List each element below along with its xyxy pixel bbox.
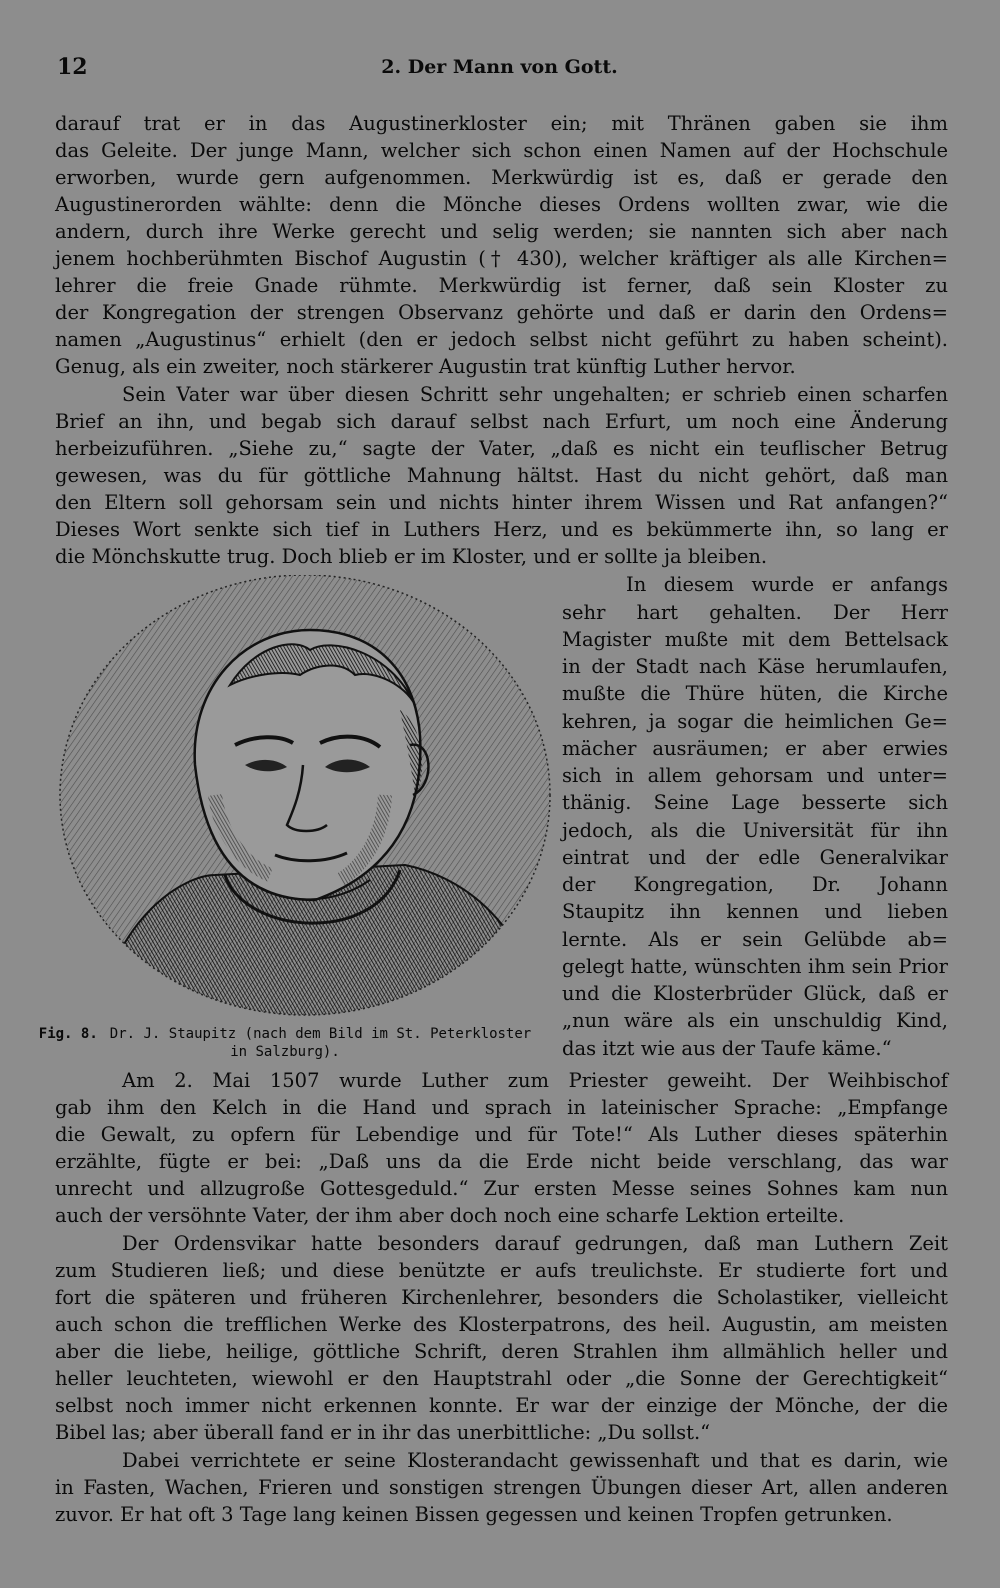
- text-line: Brief an ihn, und begab sich darauf selbst nach Erfurt, um noch eine Änderung: [55, 410, 948, 433]
- text-line: Magister mußte mit dem Bettelsack: [562, 628, 948, 651]
- page-header: [57, 52, 942, 88]
- figure-label: Fig. 8.: [38, 1026, 98, 1042]
- text-line: namen „Augustinus“ erhielt (den er jedoch selbst nicht geführt zu haben scheint).: [55, 328, 948, 351]
- text-line: die Gewalt, zu opfern für Lebendige und für Tote!“ Als Luther dieses späterhin: [55, 1123, 948, 1146]
- text-line: selbst noch immer nicht erkennen konnte. Er war der einzige der Mönche, der die: [55, 1394, 948, 1417]
- text-line: Der Ordensvikar hatte besonders darauf gedrungen, daß man Luthern Zeit: [122, 1232, 948, 1255]
- text-line: kehren, ja sogar die heimlichen Ge=: [562, 710, 948, 733]
- text-line: sehr hart gehalten. Der Herr: [562, 601, 948, 624]
- text-line: gab ihm den Kelch in die Hand und sprach in lateinischer Sprache: „Empfange: [55, 1096, 948, 1119]
- text-line: Sein Vater war über diesen Schritt sehr ungehalten; er schrieb einen scharfen: [122, 383, 948, 406]
- text-line: fort die späteren und früheren Kirchenlehrer, besonders die Scholastiker, vielleicht: [55, 1286, 948, 1309]
- text-line: auch schon die trefflichen Werke des Klosterpatrons, des heil. Augustin, am meisten: [55, 1313, 948, 1336]
- text-line: gelegt hatte, wünschten ihm sein Prior: [562, 955, 948, 978]
- text-line: mächer ausräumen; er aber erwies: [562, 737, 948, 760]
- text-line: lehrer die freie Gnade rühmte. Merkwürdig ist ferner, daß sein Kloster zu: [55, 274, 948, 297]
- text-line: Am 2. Mai 1507 wurde Luther zum Priester geweiht. Der Weihbischof: [122, 1069, 948, 1092]
- text-line: Genug, als ein zweiter, noch stärkerer Augustin trat künftig Luther hervor.: [55, 355, 796, 378]
- text-line: In diesem wurde er anfangs: [626, 573, 948, 596]
- portrait-engraving: [55, 575, 555, 1025]
- text-line: Staupitz ihn kennen und lieben: [562, 900, 948, 923]
- text-line: unrecht und allzugroße Gottesgeduld.“ Zur ersten Messe seines Sohnes kam nun: [55, 1177, 948, 1200]
- text-line: in Fasten, Wachen, Frieren und sonstigen strengen Übungen dieser Art, allen anderen: [55, 1476, 948, 1499]
- text-line: und die Klosterbrüder Glück, daß er: [562, 982, 948, 1005]
- text-line: jenem hochberühmten Bischof Augustin († 430), welcher kräftiger als alle Kirchen=: [55, 247, 948, 270]
- text-line: Bibel las; aber überall fand er in ihr das unerbittliche: „Du sollst.“: [55, 1421, 711, 1444]
- portrait-figure: [55, 575, 555, 1025]
- figure-caption: [20, 1025, 550, 1061]
- caption-line: Dr. J. Staupitz (nach dem Bild im St. Peterkloster: [109, 1026, 532, 1042]
- text-line: gewesen, was du für göttliche Mahnung hältst. Hast du nicht gehört, daß man: [55, 464, 948, 487]
- text-line: Augustinerorden wählte: denn die Mönche dieses Ordens wollten zwar, wie die: [55, 193, 948, 216]
- page-number: 12: [57, 54, 88, 80]
- text-line: eintrat und der edle Generalvikar: [562, 846, 948, 869]
- text-line: darauf trat er in das Augustinerkloster ein; mit Thränen gaben sie ihm: [55, 112, 948, 135]
- text-line: Dieses Wort senkte sich tief in Luthers Herz, und es bekümmerte ihn, so lang er: [55, 518, 948, 541]
- text-line: erworben, wurde gern aufgenommen. Merkwürdig ist es, daß er gerade den: [55, 166, 948, 189]
- text-line: zum Studieren ließ; und diese benützte er aufs treulichste. Er studierte fort und: [55, 1259, 948, 1282]
- text-line: das itzt wie aus der Taufe käme.“: [562, 1037, 892, 1060]
- text-line: mußte die Thüre hüten, die Kirche: [562, 682, 948, 705]
- text-line: in der Stadt nach Käse herumlaufen,: [562, 655, 948, 678]
- text-line: zuvor. Er hat oft 3 Tage lang keinen Bissen gegessen und keinen Tropfen getrunken.: [55, 1503, 893, 1526]
- text-line: Dabei verrichtete er seine Klosterandacht gewissenhaft und that es darin, wie: [122, 1449, 948, 1472]
- text-line: aber die liebe, heilige, göttliche Schrift, deren Strahlen ihm allmählich heller und: [55, 1340, 948, 1363]
- text-line: erzählte, fügte er bei: „Daß uns da die Erde nicht beide verschlang, das war: [55, 1150, 948, 1173]
- text-line: „nun wäre als ein unschuldig Kind,: [562, 1009, 948, 1032]
- text-line: das Geleite. Der junge Mann, welcher sich schon einen Namen auf der Hochschule: [55, 139, 948, 162]
- caption-line: in Salzburg).: [230, 1044, 340, 1060]
- text-line: sich in allem gehorsam und unter=: [562, 764, 948, 787]
- text-line: der Kongregation der strengen Observanz gehörte und daß er darin den Ordens=: [55, 301, 948, 324]
- text-line: thänig. Seine Lage besserte sich: [562, 791, 948, 814]
- text-line: den Eltern soll gehorsam sein und nichts hinter ihrem Wissen und Rat anfangen?“: [55, 491, 948, 514]
- running-title: 2. Der Mann von Gott.: [381, 56, 618, 78]
- text-line: herbeizuführen. „Siehe zu,“ sagte der Vater, „daß es nicht ein teuflischer Betrug: [55, 437, 948, 460]
- text-line: jedoch, als die Universität für ihn: [562, 819, 948, 842]
- text-line: die Mönchskutte trug. Doch blieb er im Kloster, und er sollte ja bleiben.: [55, 545, 768, 568]
- text-line: der Kongregation, Dr. Johann: [562, 873, 948, 896]
- text-line: auch der versöhnte Vater, der ihm aber doch noch eine scharfe Lektion erteilte.: [55, 1204, 845, 1227]
- text-line: andern, durch ihre Werke gerecht und selig werden; sie nannten sich aber nach: [55, 220, 948, 243]
- text-line: heller leuchteten, wiewohl er den Hauptstrahl oder „die Sonne der Gerechtigkeit“: [55, 1367, 948, 1390]
- text-line: lernte. Als er sein Gelübde ab=: [562, 928, 948, 951]
